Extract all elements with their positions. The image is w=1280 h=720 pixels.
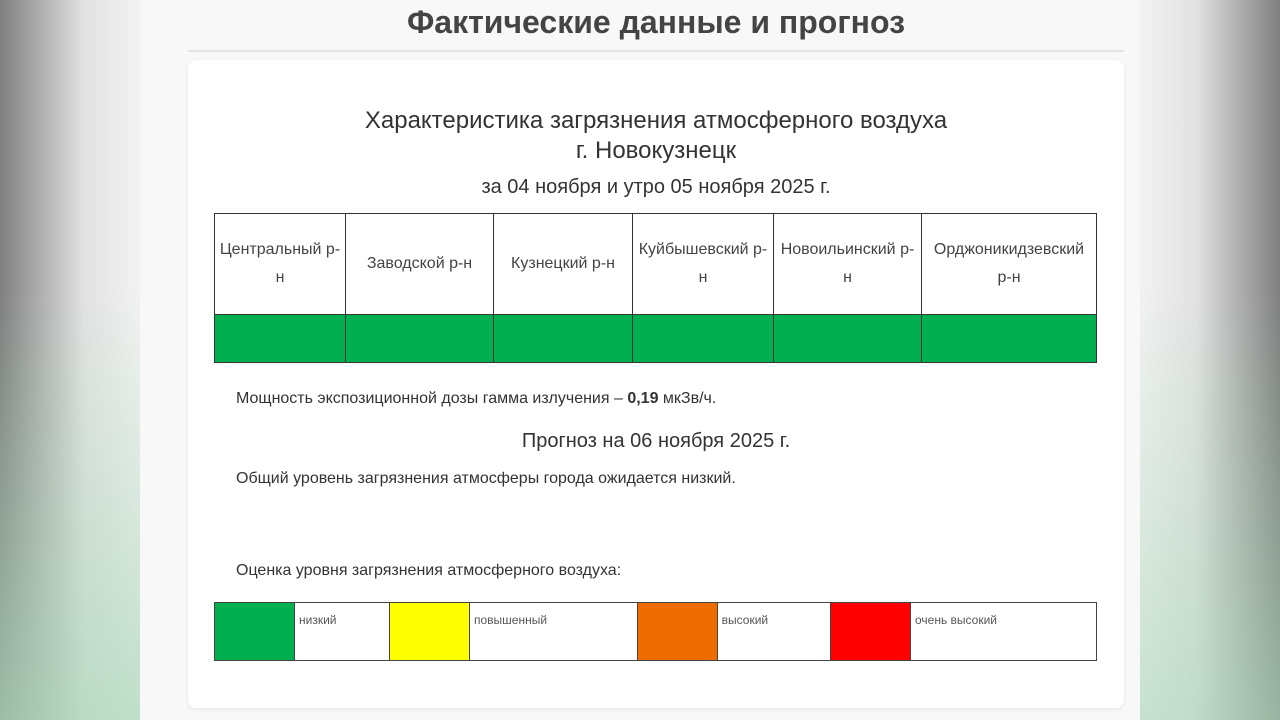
legend-swatch-very-high <box>831 603 911 661</box>
district-header: Новоильинский р-н <box>774 214 922 315</box>
districts-table <box>214 213 1097 363</box>
district-level-cell <box>346 315 494 363</box>
background-left <box>0 0 140 720</box>
legend-swatch-high <box>637 603 717 661</box>
district-level-cell <box>494 315 633 363</box>
district-header: Кузнецкий р-н <box>494 214 633 315</box>
gamma-unit: мкЗв/ч. <box>658 390 717 407</box>
page <box>140 0 1140 720</box>
legend-label: очень высокий <box>911 603 1097 661</box>
district-header: Орджоникидзевский р-н <box>922 214 1097 315</box>
forecast-text: Общий уровень загрязнения атмосферы города ожидается низкий. <box>236 470 736 487</box>
district-level-cell <box>922 315 1097 363</box>
gamma-dose-text <box>236 390 716 408</box>
legend-label: высокий <box>717 603 830 661</box>
district-level-cell <box>215 315 346 363</box>
legend-swatch-elevated <box>390 603 470 661</box>
report-title-line1: Характеристика загрязнения атмосферного воздуха <box>364 107 948 134</box>
page-title: Фактические данные и прогноз <box>188 0 1124 52</box>
district-header: Центральный р-н <box>215 214 346 315</box>
district-header: Куйбышевский р-н <box>633 214 774 315</box>
legend-swatch-low <box>215 603 295 661</box>
district-level-cell <box>633 315 774 363</box>
report-title <box>188 106 1124 166</box>
legend-label: повышенный <box>470 603 638 661</box>
legend-label: низкий <box>295 603 390 661</box>
report-period: за 04 ноября и утро 05 ноября 2025 г. <box>481 176 831 198</box>
district-header: Заводской р-н <box>346 214 494 315</box>
forecast-title: Прогноз на 06 ноября 2025 г. <box>521 430 791 452</box>
legend-title: Оценка уровня загрязнения атмосферного воздуха: <box>236 562 622 579</box>
gamma-label: Мощность экспозиционной дозы гамма излучения – <box>236 390 628 407</box>
gamma-value: 0,19 <box>627 390 659 407</box>
district-level-cell <box>774 315 922 363</box>
report-title-city: г. Новокузнецк <box>575 137 737 164</box>
legend-table <box>214 602 1097 661</box>
report-card <box>188 60 1124 708</box>
background-right <box>1140 0 1280 720</box>
